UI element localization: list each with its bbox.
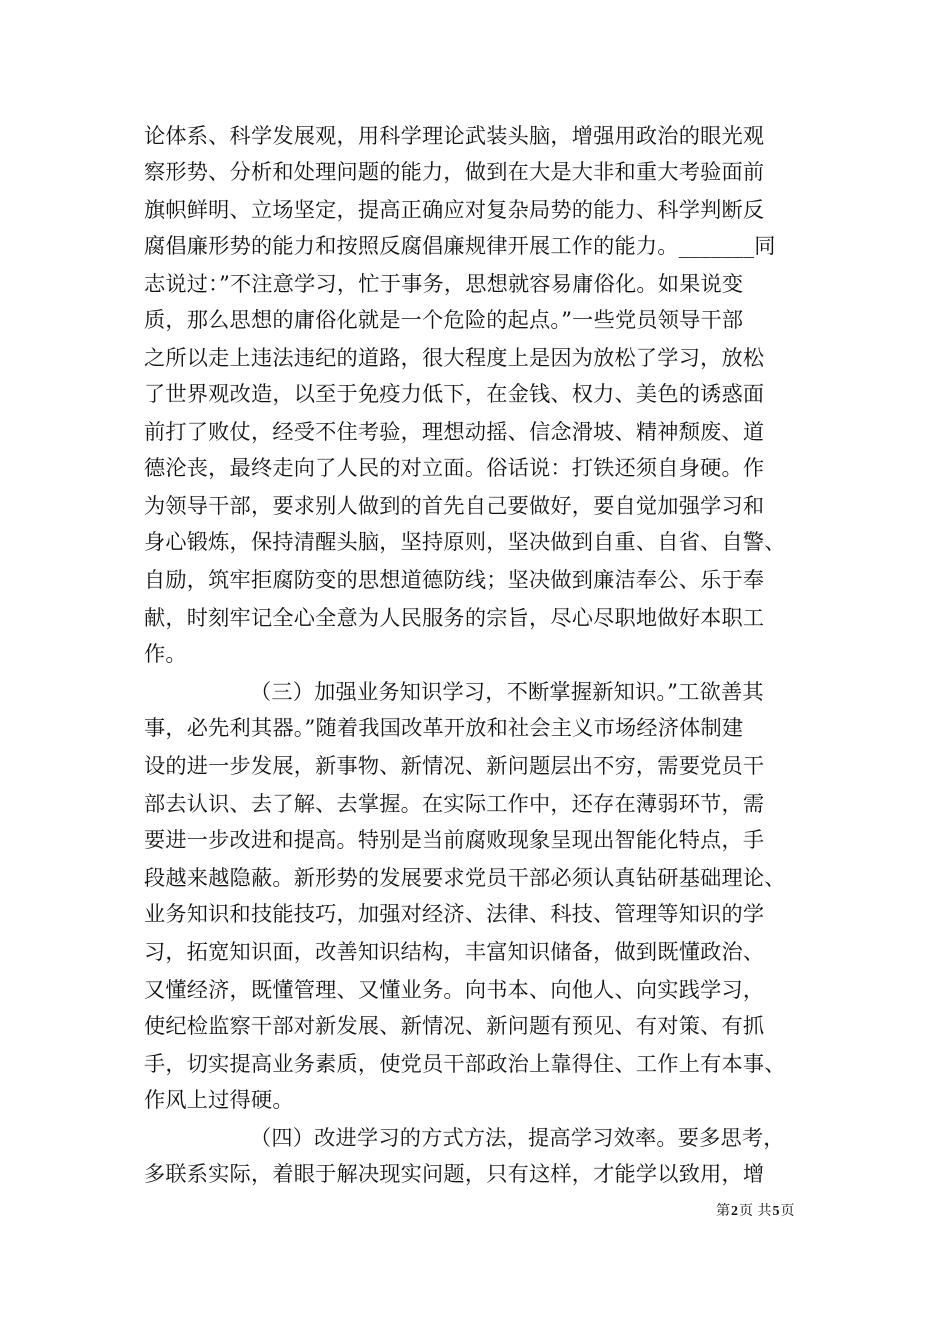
text-line: 腐倡廉形势的能力和按照反腐倡廉规律开展工作的能力。_______同 — [144, 233, 776, 258]
text-line: 段越来越隐蔽。新形势的发展要求党员干部必须认真钻研基础理论、 — [144, 865, 786, 890]
text-line: 要进一步改进和提高。特别是当前腐败现象呈现出智能化特点，手 — [144, 827, 765, 852]
text-line: 献，时刻牢记全心全意为人民服务的宗旨，尽心尽职地做好本职工 — [144, 605, 765, 630]
total-pages-number: 5 — [772, 1204, 780, 1219]
text-line: 事，必先利其器。”随着我国改革开放和社会主义市场经济体制建 — [144, 715, 744, 740]
text-line: 使纪检监察干部对新发展、新情况、新问题有预见、有对策、有抓 — [144, 1013, 765, 1038]
text-line: 习，拓宽知识面，改善知识结构，丰富知识储备，做到既懂政治、 — [144, 939, 765, 964]
footer-middle: 页 共 — [739, 1203, 772, 1219]
text-line: 论体系、科学发展观，用科学理论武装头脑，增强用政治的眼光观 — [144, 123, 765, 148]
text-line: （三）加强业务知识学习，不断掌握新知识。”工欲善其 — [250, 679, 764, 704]
text-line: 部去认识、去了解、去掌握。在实际工作中，还存在薄弱环节，需 — [144, 791, 765, 816]
text-line: 业务知识和技能技巧，加强对经济、法律、科技、管理等知识的学 — [144, 901, 765, 926]
text-line: 作。 — [144, 641, 187, 666]
text-line: 察形势、分析和处理问题的能力，做到在大是大非和重大考验面前 — [144, 159, 765, 184]
text-line: 又懂经济，既懂管理、又懂业务。向书本、向他人、向实践学习， — [144, 977, 765, 1002]
text-line: 前打了败仗，经受不住考验，理想动摇、信念滑坡、精神颓废、道 — [144, 419, 765, 444]
text-line: 设的进一步发展，新事物、新情况、新问题层出不穷，需要党员干 — [144, 753, 765, 778]
text-line: 质，那么思想的庸俗化就是一个危险的起点。”一些党员领导干部 — [144, 307, 744, 332]
current-page-number: 2 — [731, 1204, 738, 1219]
text-line: 多联系实际，着眼于解决现实问题，只有这样，才能学以致用，增 — [144, 1161, 765, 1186]
footer-prefix: 第 — [716, 1203, 730, 1219]
text-line: 了世界观改造，以至于免疫力低下，在金钱、权力、美色的诱惑面 — [144, 381, 765, 406]
text-line: 身心锻炼，保持清醒头脑，坚持原则，坚决做到自重、自省、自警、 — [144, 529, 786, 554]
footer-suffix: 页 — [780, 1203, 795, 1219]
text-line: 德沦丧，最终走向了人民的对立面。俗话说：打铁还须自身硬。作 — [144, 455, 765, 480]
text-line: 之所以走上违法违纪的道路，很大程度上是因为放松了学习，放松 — [144, 345, 765, 370]
text-line: 作风上过得硬。 — [144, 1087, 294, 1112]
page-footer — [716, 1202, 794, 1221]
text-line: 为领导干部，要求别人做到的首先自己要做好，要自觉加强学习和 — [144, 493, 765, 518]
text-line: 志说过：”不注意学习，忙于事务，思想就容易庸俗化。如果说变 — [144, 271, 744, 296]
text-line: （四）改进学习的方式方法，提高学习效率。要多思考， — [250, 1125, 785, 1150]
text-line: 手，切实提高业务素质，使党员干部政治上靠得住、工作上有本事、 — [144, 1051, 786, 1076]
text-line: 自励，筑牢拒腐防变的思想道德防线；坚决做到廉洁奉公、乐于奉 — [144, 567, 765, 592]
text-line: 旗帜鲜明、立场坚定，提高正确应对复杂局势的能力、科学判断反 — [144, 197, 765, 222]
